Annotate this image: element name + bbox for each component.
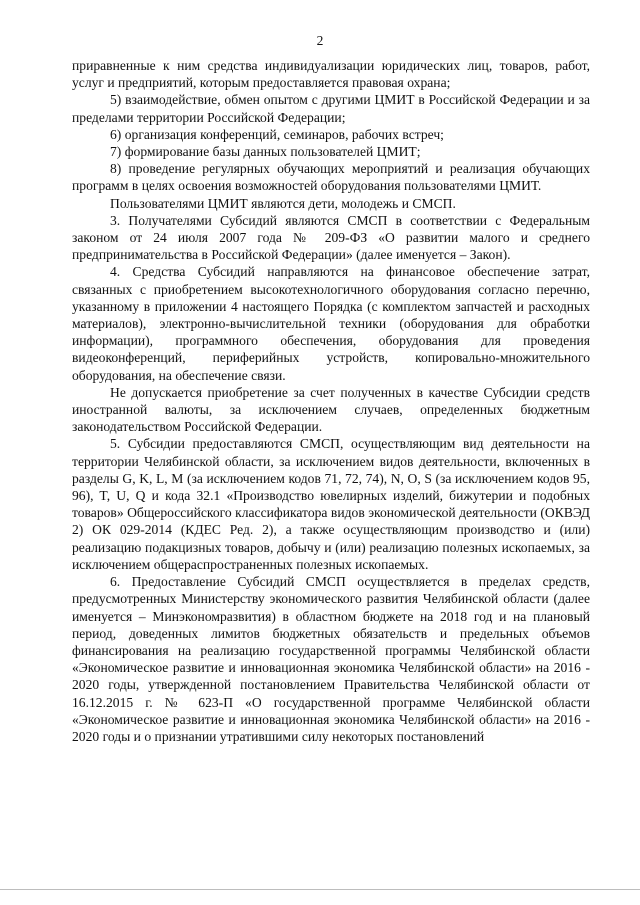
list-item-6: 6) организация конференций, семинаров, рабочих встреч; [110,126,444,142]
page-number: 2 [316,33,324,48]
list-item-5: 5) взаимодействие, обмен опытом с другими ЦМИТ в Российской Федерации и за пределами территории Российской Федерации; [72,92,590,125]
clause-4: 4. Средства Субсидий направляются на финансовое обеспечение затрат, связанных с приобретением высокотехнологичного оборудования согласно перечню, указанному в приложении 4 настоящего Порядка (с комплектом запчастей и расходных материалов), электронно-вычислительной техники (оборудования для обработки информации), программного обеспечения, оборудования для проведения видеоконференций, периферийных устройств, копировально-множительного оборудования, на обеспечение связи. [72,264,590,383]
paragraph-currency-restriction: Не допускается приобретение за счет полученных в качестве Субсидии средств иностранной валюты, за исключением случаев, определенных бюджетным законодательством Российской Федерации. [72,384,590,435]
list-item-8: 8) проведение регулярных обучающих мероприятий и реализация обучающих программ в целях освоения возможностей оборудования пользователями ЦМИТ. [72,161,590,194]
clause-3: 3. Получателями Субсидий являются СМСП в соответствии с Федеральным законом от 24 июля 2007 года № 209-ФЗ «О развитии малого и среднего предпринимательства в Российской Федерации» (далее именуется – Закон). [72,212,590,263]
clause-5: 5. Субсидии предоставляются СМСП, осуществляющим вид деятельности на территории Челябинской области, за исключением видов деятельности, включенных в разделы G, K, L, M (за исключением кодов 71, 72, 74), N, O, S (за исключением кодов 95, 96), T, U, Q и кода 32.1 «Производство ювелирных изделий, бижутерии и подобных товаров» Общероссийского классификатора видов экономической деятельности (ОКВЭД 2) ОК 029-2014 (КДЕС Ред. 2), а также осуществляющим производство и (или) реализацию подакцизных товаров, добычу и (или) реализацию полезных ископаемых, за исключением общераспространенных полезных ископаемых. [72,436,590,572]
scan-bottom-edge [0,889,640,890]
paragraph-continuation: приравненные к ним средства индивидуализации юридических лиц, товаров, работ, услуг и предприятий, которым предоставляется правовая охрана; [72,58,590,91]
paragraph-users: Пользователями ЦМИТ являются дети, молодежь и СМСП. [110,195,456,211]
clause-6: 6. Предоставление Субсидий СМСП осуществляется в пределах средств, предусмотренных Министерству экономического развития Челябинской области (далее именуется – Минэкономразвития) в областном бюджете на 2018 год и на плановый период, доведенных лимитов бюджетных обязательств и предельных объемов финансирования на реализацию государственной программы Челябинской области «Экономическое развитие и инновационная экономика Челябинской области» на 2016 - 2020 годы, утвержденной постановлением Правительства Челябинской области от 16.12.2015 г. № 623-П «О государственной программе Челябинской области «Экономическое развитие и инновационная экономика Челябинской области» на 2016 - 2020 годы и о признании утратившими силу некоторых постановлений [72,574,590,744]
list-item-7: 7) формирование базы данных пользователей ЦМИТ; [110,144,421,160]
document-body [72,57,590,745]
